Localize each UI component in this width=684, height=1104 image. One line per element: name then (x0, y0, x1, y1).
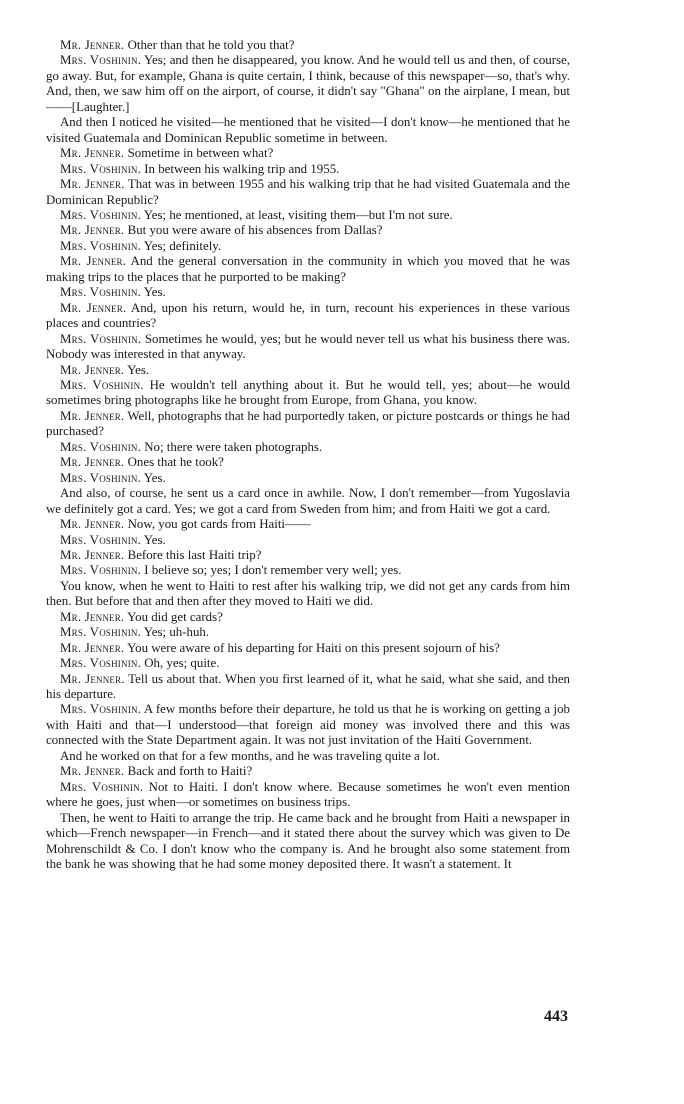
transcript-paragraph (46, 38, 570, 53)
page-number: 443 (544, 1008, 568, 1025)
speaker-name: Mr. Jenner. (60, 254, 127, 269)
paragraph-text: And then I noticed he visited—he mentioned that he visited—I don't know—he mentioned that he visited Guatemala and Dominican Republic sometime in between. (46, 115, 570, 145)
speaker-name: Mrs. Voshinin. (60, 207, 142, 222)
speaker-name: Mr. Jenner. (60, 764, 125, 779)
paragraph-text: Back and forth to Haiti? (127, 764, 253, 779)
transcript-paragraph (46, 440, 570, 455)
speaker-name: Mrs. Voshinin. (60, 439, 142, 454)
paragraph-text: I believe so; yes; I don't remember very well; yes. (144, 563, 402, 578)
transcript-paragraph (46, 223, 570, 238)
speaker-name: Mr. Jenner. (60, 300, 127, 315)
speaker-name: Mrs. Voshinin. (60, 285, 142, 300)
paragraph-text: Yes; definitely. (143, 238, 222, 253)
transcript-paragraph (46, 641, 570, 656)
speaker-name: Mr. Jenner. (60, 609, 125, 624)
speaker-name: Mr. Jenner. (60, 362, 125, 377)
paragraph-text: He wouldn't tell anything about it. But he would tell, yes; about—he would sometimes bring photographs like he brought from Europe, from Ghana, you know. (46, 377, 570, 408)
speaker-name: Mrs. Voshinin. (60, 238, 142, 253)
transcript-paragraph (46, 53, 570, 115)
paragraph-text: Yes. (143, 532, 166, 547)
paragraph-text: Sometimes he would, yes; but he would never tell us what his business there was. Nobody was interested in that anyway. (46, 331, 571, 362)
speaker-name: Mr. Jenner. (60, 671, 125, 686)
transcript-paragraph (46, 811, 570, 873)
transcript-paragraph (46, 177, 570, 208)
transcript-paragraph (46, 332, 570, 363)
paragraph-text: You know, when he went to Haiti to rest after his walking trip, we did not get any cards from him then. But before that and then after they moved to Haiti we did. (46, 578, 570, 609)
transcript-paragraph (46, 285, 570, 300)
speaker-name: Mrs. Voshinin. (60, 625, 142, 640)
speaker-name: Mrs. Voshinin. (60, 563, 142, 578)
transcript-paragraph (46, 471, 570, 486)
paragraph-text: Yes; he mentioned, at least, visiting them—but I'm not sure. (143, 207, 453, 222)
speaker-name: Mrs. Voshinin. (60, 470, 142, 485)
speaker-name: Mr. Jenner. (60, 223, 125, 238)
paragraph-text: You were aware of his departing for Haiti on this present sojourn of his? (127, 640, 500, 655)
transcript-paragraph (46, 533, 570, 548)
paragraph-text: Other than that he told you that? (127, 38, 295, 52)
paragraph-text: Yes; and then he disappeared, you know. And he would tell us and then, of course, go away. But, for example, Ghana is quite certain, I think, because of this newspaper—so, that's why. And, then, we saw him off on the airport, of course, it didn't say "Ghana" on the airplane, I mean, but——[Laughter.] (46, 53, 571, 114)
transcript-paragraph (46, 764, 570, 779)
paragraph-text: No; there were taken photographs. (144, 439, 323, 454)
speaker-name: Mr. Jenner. (60, 455, 125, 470)
paragraph-text: Yes. (127, 362, 150, 377)
speaker-name: Mrs. Voshinin. (60, 161, 142, 176)
paragraph-text: Before this last Haiti trip? (127, 547, 262, 562)
speaker-name: Mr. Jenner. (60, 146, 125, 161)
paragraph-text: Well, photographs that he had purportedly taken, or picture postcards or things he had purchased? (46, 408, 570, 439)
transcript-paragraph (46, 656, 570, 671)
transcript-paragraph (46, 517, 570, 532)
transcript-paragraph (46, 702, 570, 748)
paragraph-text: And, upon his return, would he, in turn, recount his experiences in these various places and countries? (46, 300, 570, 331)
speaker-name: Mr. Jenner. (60, 408, 125, 423)
transcript-paragraph (46, 610, 570, 625)
paragraph-text: Yes; uh-huh. (143, 625, 210, 640)
paragraph-text: Not to Haiti. I don't know where. Because sometimes he won't even mention where he goes, just when—or sometimes on business trips. (46, 779, 570, 810)
speaker-name: Mr. Jenner. (60, 517, 125, 532)
paragraph-text: Tell us about that. When you first learned of it, what he said, what she said, and then his departure. (46, 671, 570, 702)
transcript-paragraph (46, 455, 570, 470)
transcript-paragraph (46, 378, 570, 409)
transcript-paragraph (46, 409, 570, 440)
paragraph-text: Yes. (143, 285, 166, 300)
transcript-paragraph (46, 162, 570, 177)
transcript-paragraph (46, 625, 570, 640)
speaker-name: Mrs. Voshinin. (60, 377, 144, 392)
paragraph-text: Then, he went to Haiti to arrange the trip. He came back and he brought from Haiti a newspaper in which—French newspaper—in French—and it stated there about the survey which was given to De Mohrenschildt & Co. I don't know who the company is. And he brought also some statement from the bank he was showing that he had some money deposited there. It wasn't a statement. It (46, 810, 570, 872)
testimony-text (46, 38, 570, 872)
speaker-name: Mr. Jenner. (60, 177, 125, 192)
speaker-name: Mr. Jenner. (60, 640, 125, 655)
transcript-paragraph (46, 146, 570, 161)
paragraph-text: And he worked on that for a few months, and he was traveling quite a lot. (60, 748, 440, 763)
paragraph-text: That was in between 1955 and his walking trip that he had visited Guatemala and the Dominican Republic? (46, 177, 570, 207)
speaker-name: Mrs. Voshinin. (60, 331, 142, 346)
paragraph-text: And also, of course, he sent us a card once in awhile. Now, I don't remember—from Yugoslavia we definitely got a card. Yes; we got a card from Sweden from him; and from Haiti we got a card. (46, 486, 570, 516)
paragraph-text: Now, you got cards from Haiti—— (127, 517, 311, 532)
transcript-paragraph (46, 548, 570, 563)
transcript-paragraph (46, 208, 570, 223)
transcript-paragraph (46, 563, 570, 578)
transcript-paragraph (46, 301, 570, 332)
transcript-paragraph (46, 486, 570, 517)
paragraph-text: But you were aware of his absences from Dallas? (127, 223, 383, 238)
transcript-paragraph (46, 749, 570, 764)
speaker-name: Mrs. Voshinin. (60, 53, 142, 68)
speaker-name: Mrs. Voshinin. (60, 532, 142, 547)
paragraph-text: Oh, yes; quite. (144, 656, 220, 671)
speaker-name: Mrs. Voshinin. (60, 702, 142, 717)
transcript-paragraph (46, 672, 570, 703)
paragraph-text: Ones that he took? (127, 455, 224, 470)
paragraph-text: Yes. (143, 470, 166, 485)
transcript-paragraph (46, 579, 570, 610)
transcript-paragraph (46, 780, 570, 811)
transcript-paragraph (46, 254, 570, 285)
transcript-paragraph (46, 115, 570, 146)
paragraph-text: In between his walking trip and 1955. (144, 161, 340, 176)
paragraph-text: And the general conversation in the community in which you moved that he was making trips to the places that he purported to be making? (46, 254, 571, 284)
transcript-paragraph (46, 363, 570, 378)
paragraph-text: Sometime in between what? (127, 146, 274, 161)
paragraph-text: A few months before their departure, he told us that he is working on getting a job with Haiti and that—I understood—that foreign aid money was involved there and this was connected with the State Department again. It was not just invitation of the Haiti Government. (46, 702, 571, 748)
speaker-name: Mr. Jenner. (60, 38, 125, 52)
speaker-name: Mr. Jenner. (60, 547, 125, 562)
speaker-name: Mrs. Voshinin. (60, 779, 144, 794)
transcript-paragraph (46, 239, 570, 254)
paragraph-text: You did get cards? (127, 609, 223, 624)
speaker-name: Mrs. Voshinin. (60, 656, 142, 671)
